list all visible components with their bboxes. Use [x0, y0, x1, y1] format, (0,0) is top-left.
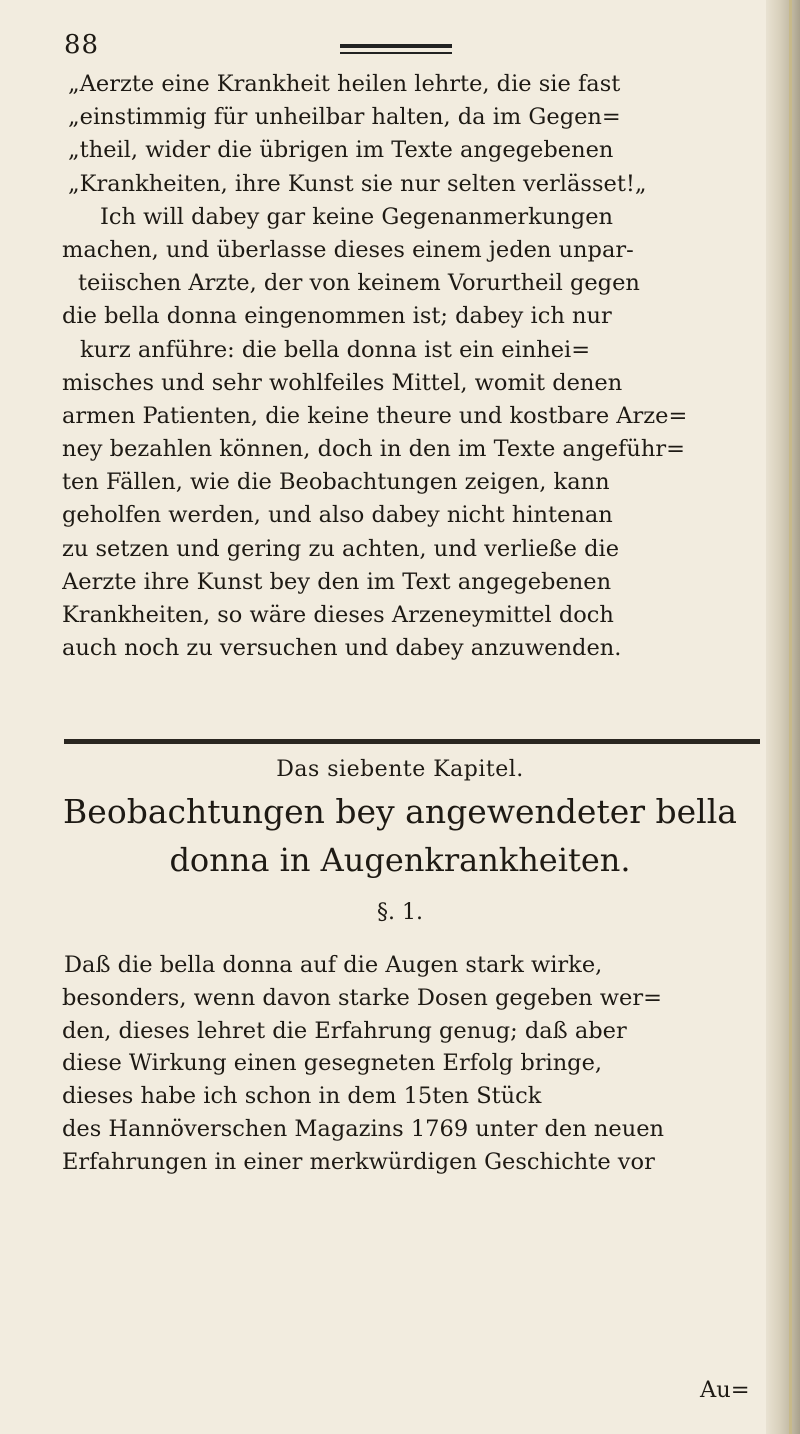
text-line: des Hannöverschen Magazins 1769 unter den neuen [62, 1115, 664, 1142]
text-line: „Aerzte eine Krankheit heilen lehrte, die sie fast [68, 71, 621, 97]
text-line: dieses habe ich schon in dem 15ten Stück [62, 1083, 542, 1110]
chapter-title-line-1: Beobachtungen bey angewendeter bella [63, 792, 737, 831]
header-rule [340, 44, 452, 48]
text-line: „theil, wider die übrigen im Texte angegebenen [68, 137, 614, 164]
text-line: die bella donna eingenommen ist; dabey ich nur [62, 303, 612, 330]
header-rule-thin [340, 52, 452, 54]
text-line: misches und sehr wohlfeiles Mittel, womit denen [62, 369, 623, 396]
text-line: Aerzte ihre Kunst bey den im Text angegebenen [62, 568, 612, 595]
text-line: auch noch zu versuchen und dabey anzuwenden. [62, 635, 622, 662]
text-line: teiischen Arzte, der von keinem Vorurtheil gegen [78, 270, 640, 297]
text-line: ney bezahlen können, doch in den im Texte angeführ= [62, 436, 685, 463]
text-line: zu setzen und gering zu achten, und verließe die [62, 535, 620, 562]
chapter-divider [64, 739, 760, 744]
page-edge-strip [789, 0, 792, 1434]
paragraph-continued [62, 68, 762, 665]
chapter-label: Das siebente Kapitel. [276, 757, 524, 782]
text-line: Ich will dabey gar keine Gegenanmerkungen [100, 203, 613, 230]
paragraph-section-1 [62, 949, 762, 1179]
text-line: „Krankheiten, ihre Kunst sie nur selten verlässet!„ [68, 170, 647, 197]
page-number: 88 [64, 30, 100, 60]
section-mark: §. 1. [377, 900, 423, 925]
text-line: Erfahrungen in einer merkwürdigen Geschichte vor [62, 1148, 655, 1175]
text-line: Krankheiten, so wäre dieses Arzeneymittel doch [62, 602, 614, 628]
text-line: armen Patienten, die keine theure und kostbare Arze= [62, 402, 688, 429]
text-line: besonders, wenn davon starke Dosen gegeben wer= [62, 984, 662, 1011]
text-line: ten Fällen, wie die Beobachtungen zeigen, kann [62, 469, 610, 496]
text-line: geholfen werden, und also dabey nicht hintenan [62, 502, 613, 529]
text-line: Daß die bella donna auf die Augen stark wirke, [64, 952, 603, 978]
catchword: Au= [700, 1377, 750, 1403]
text-line: kurz anführe: die bella donna ist ein einhei= [80, 336, 591, 363]
chapter-title-line-2: donna in Augenkrankheiten. [169, 841, 631, 879]
page-edge-shadow [766, 0, 800, 1434]
text-line: diese Wirkung einen gesegneten Erfolg bringe, [62, 1050, 603, 1077]
text-line: den, dieses lehret die Erfahrung genug; daß aber [62, 1017, 627, 1044]
text-line: machen, und überlasse dieses einem jeden unpar- [62, 236, 634, 263]
text-line: „einstimmig für unheilbar halten, da im Gegen= [68, 104, 621, 131]
